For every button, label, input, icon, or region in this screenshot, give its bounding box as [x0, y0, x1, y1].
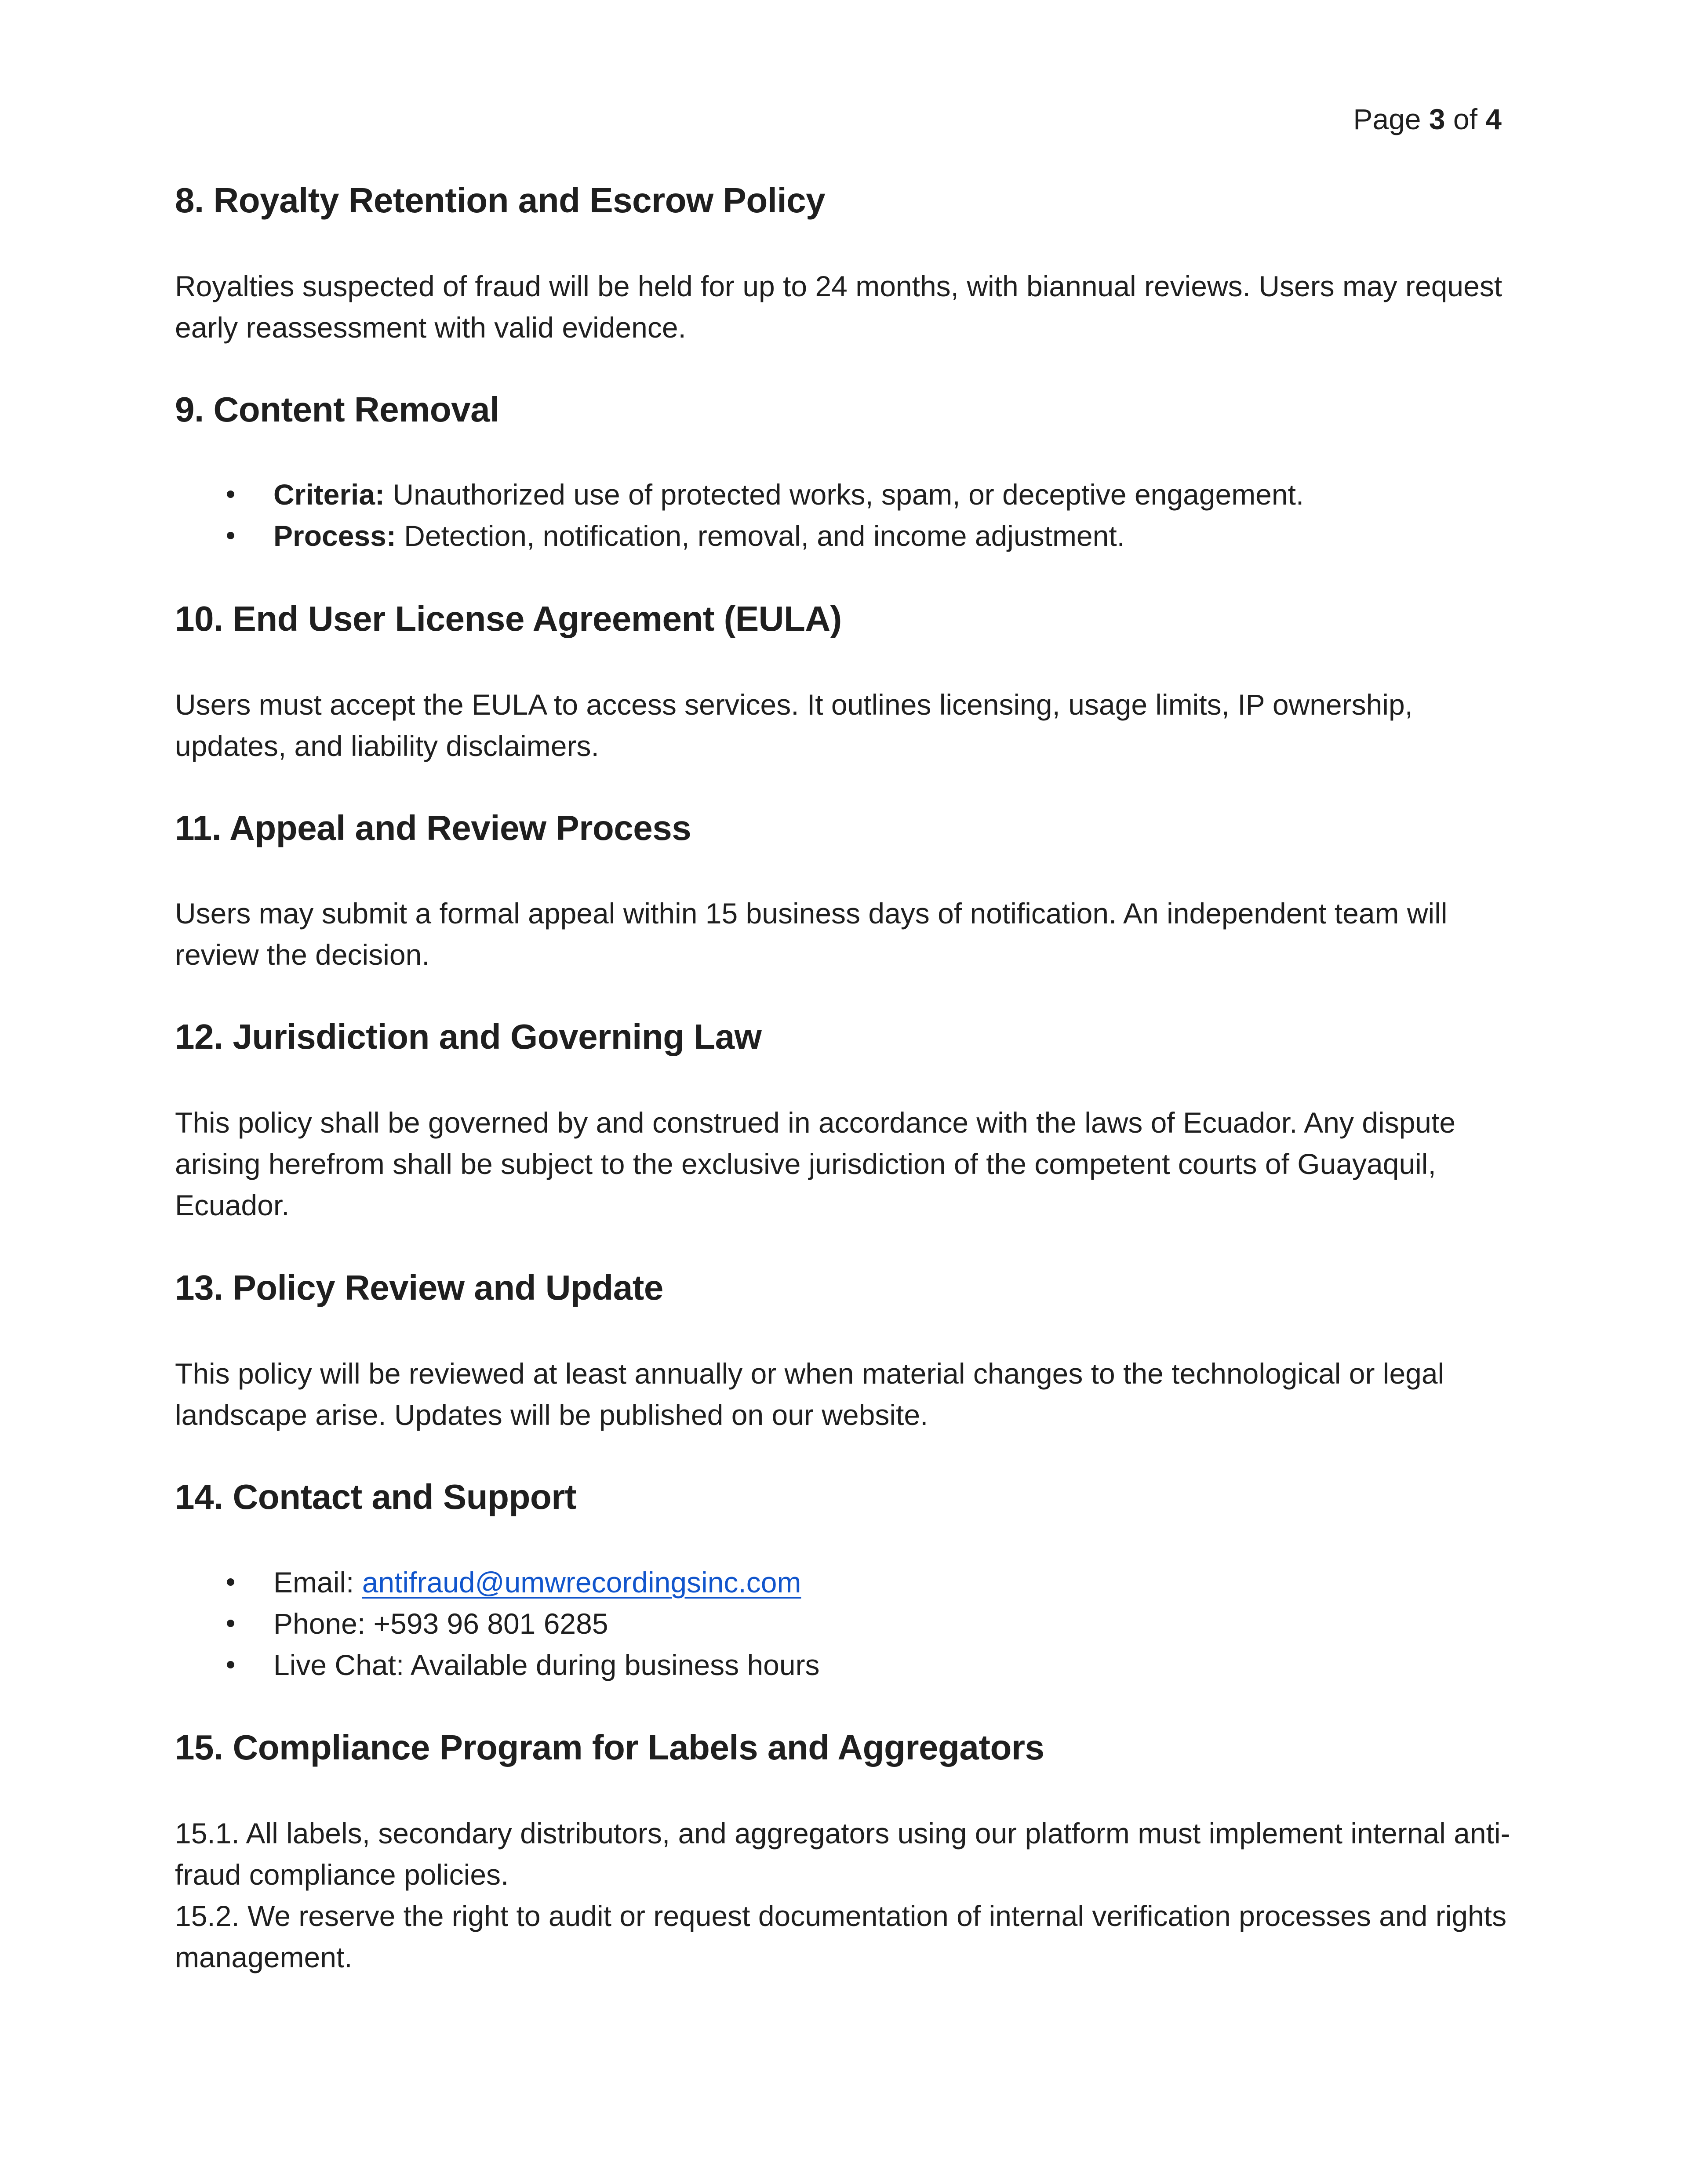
total-pages-number: 4	[1485, 103, 1502, 135]
section-15-heading: 15. Compliance Program for Labels and Aggregators	[175, 1728, 1044, 1767]
page-indicator	[1353, 99, 1502, 139]
process-label: Process:	[273, 520, 396, 552]
section-12-paragraph: This policy shall be governed by and construed in accordance with the laws of Ecuador. Any dispute arising herefrom shall be subject to the exclusive jurisdiction of the competent courts of Guayaquil, Ecuador.	[175, 1106, 1456, 1221]
bullet-icon	[227, 1578, 234, 1586]
bullet-icon	[227, 491, 234, 498]
current-page-number: 3	[1429, 103, 1445, 135]
section-9-heading: 9. Content Removal	[175, 390, 499, 429]
page-label: Page	[1353, 103, 1421, 135]
section-9-list	[175, 474, 1511, 556]
criteria-label: Criteria:	[273, 478, 385, 511]
section-14-heading: 14. Contact and Support	[175, 1477, 576, 1516]
section-8-heading: 8. Royalty Retention and Escrow Policy	[175, 181, 826, 220]
criteria-text: Unauthorized use of protected works, spam, or deceptive engagement.	[385, 478, 1304, 511]
email-label: Email:	[273, 1566, 362, 1599]
list-item-phone	[175, 1603, 1511, 1644]
bullet-icon	[227, 532, 234, 539]
section-15-1-paragraph: 15.1. All labels, secondary distributors, and aggregators using our platform must implement internal anti-fraud compliance policies.	[175, 1817, 1510, 1891]
section-8-paragraph: Royalties suspected of fraud will be held for up to 24 months, with biannual reviews. Users may request early reassessment with valid evidence.	[175, 270, 1502, 344]
list-item-criteria	[175, 474, 1511, 515]
list-item-process	[175, 515, 1511, 556]
page-of-label: of	[1453, 103, 1477, 135]
section-13-paragraph: This policy will be reviewed at least annually or when material changes to the technological or legal landscape arise. Updates will be published on our website.	[175, 1357, 1444, 1431]
section-10-heading: 10. End User License Agreement (EULA)	[175, 599, 842, 638]
section-11-heading: 11. Appeal and Review Process	[175, 808, 691, 847]
bullet-icon	[227, 1620, 234, 1627]
list-item-live-chat	[175, 1644, 1511, 1686]
contact-list	[175, 1562, 1511, 1686]
section-11-paragraph: Users may submit a formal appeal within 15 business days of notification. An independent team will review the decision.	[175, 897, 1448, 971]
email-link[interactable]: antifraud@umwrecordingsinc.com	[362, 1566, 801, 1599]
section-10-paragraph: Users must accept the EULA to access services. It outlines licensing, usage limits, IP ownership, updates, and liability disclaimers.	[175, 688, 1413, 762]
section-15-2-paragraph: 15.2. We reserve the right to audit or request documentation of internal verification processes and rights management.	[175, 1900, 1507, 1973]
section-13-heading: 13. Policy Review and Update	[175, 1268, 663, 1307]
bullet-icon	[227, 1661, 234, 1668]
process-text: Detection, notification, removal, and income adjustment.	[396, 520, 1125, 552]
section-12-heading: 12. Jurisdiction and Governing Law	[175, 1017, 762, 1056]
list-item-email	[175, 1562, 1511, 1603]
phone-text: Phone: +593 96 801 6285	[273, 1607, 608, 1640]
live-chat-text: Live Chat: Available during business hours	[273, 1649, 820, 1681]
